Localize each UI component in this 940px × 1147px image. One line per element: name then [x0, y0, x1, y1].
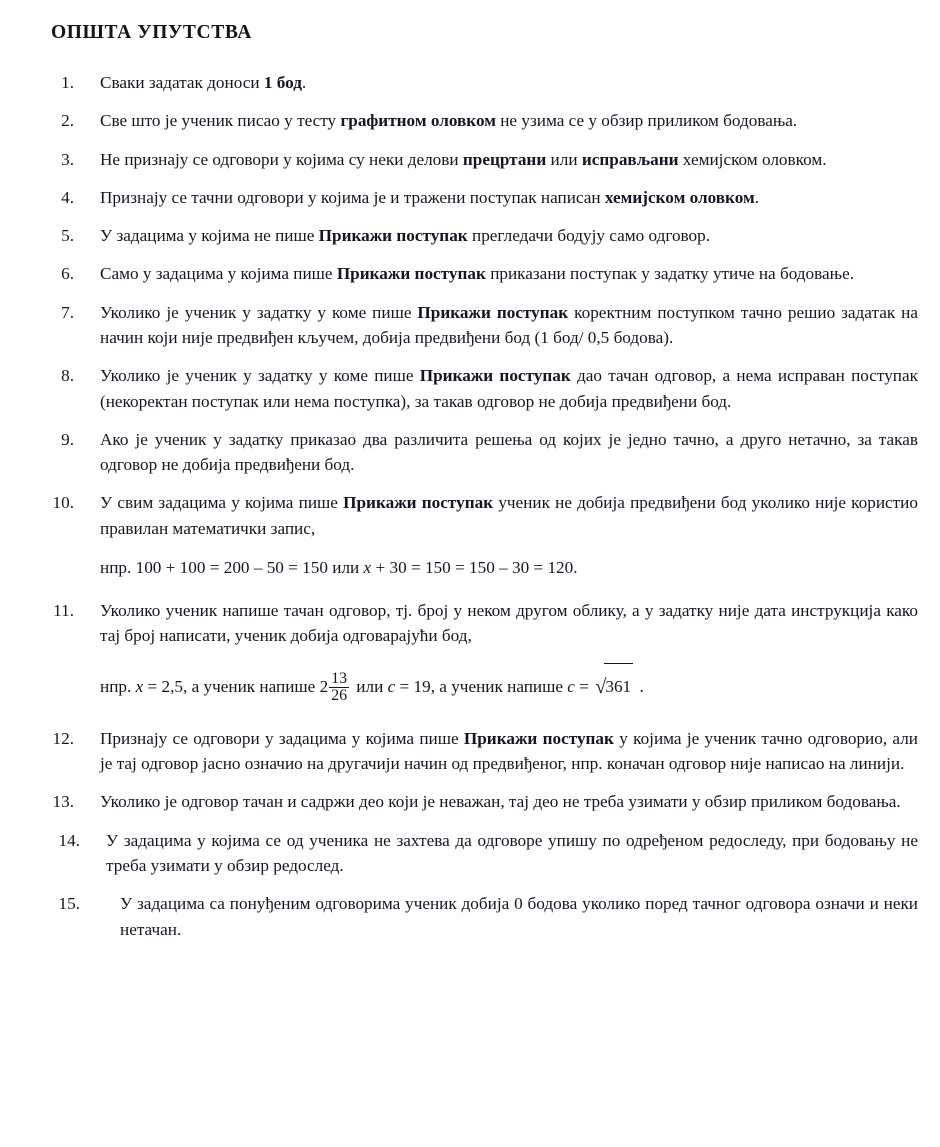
math-example-line — [100, 552, 918, 585]
text-segment: Уколико је ученик у задатку у коме пише — [100, 366, 420, 386]
list-item-number: 15. — [58, 894, 80, 914]
text-segment: или — [546, 149, 582, 169]
list-item — [22, 363, 918, 414]
text-segment: Не признају се одговори у којима су неки делови — [100, 149, 463, 169]
list-item-number: 2. — [61, 111, 74, 131]
list-item — [22, 598, 918, 713]
text-segment: У задацима у којима не пише — [100, 226, 319, 246]
math-prefix: нпр. — [100, 557, 136, 577]
text-segment: Сваки задатак доноси — [100, 73, 264, 92]
fraction-numerator: 13 — [331, 669, 347, 687]
mixed-number-whole: 2 — [319, 676, 329, 696]
list-item — [22, 261, 918, 286]
emphasis-text: хемијском оловком — [604, 187, 755, 207]
math-equals-sign: = — [574, 676, 594, 696]
emphasis-text: Прикажи поступак — [336, 264, 486, 284]
list-item — [22, 147, 918, 172]
list-item-number: 14. — [58, 830, 80, 850]
text-segment: не узима се у обзир приликом бодовања. — [495, 111, 798, 131]
emphasis-text: Прикажи поступак — [463, 728, 614, 748]
emphasis-text: Прикажи поступак — [318, 226, 468, 246]
list-item-number: 5. — [61, 226, 74, 246]
emphasis-text: Прикажи поступак — [417, 302, 569, 322]
math-variable-x: x — [135, 676, 144, 696]
fraction-denominator: 26 — [331, 687, 347, 705]
fraction — [329, 671, 349, 705]
text-segment: Признају се одговори у задацима у којима пише — [100, 728, 464, 748]
list-item-text: Уколико је одговор тачан и садржи део који је неважан, тај део не треба узимати у обзир приликом бодовања. — [100, 792, 901, 812]
list-item-number: 12. — [52, 728, 74, 748]
math-conjunction: или — [327, 557, 364, 577]
math-variable-c: c — [567, 676, 575, 696]
text-segment: . — [301, 73, 307, 92]
text-segment: У свим задацима у којима пише — [100, 493, 344, 513]
radicand: 361 — [604, 663, 633, 708]
list-item-number: 4. — [61, 187, 74, 207]
list-item-text — [100, 185, 918, 210]
list-item — [22, 726, 918, 777]
list-item-text: Уколико ученик напише тачан одговор, тј. број у неком другом облику, а у задатку није дата инструкција како тај број написати, ученик добија одговарајући бод, — [100, 600, 918, 645]
math-prefix: нпр. — [100, 676, 136, 696]
list-item — [22, 185, 918, 210]
list-item-number: 8. — [61, 366, 74, 386]
list-item-text: У задацима са понуђеним одговорима ученик добија 0 бодова уколико поред тачног одговора означи и неки нетачан. — [120, 894, 918, 939]
text-segment: прегледачи бодују само одговор. — [467, 226, 711, 246]
math-expression-2: + 30 = 150 = 150 – 30 = 120. — [371, 557, 578, 577]
math-variable-x: x — [363, 557, 372, 577]
math-equation-c: = 19, а ученик напише — [395, 676, 568, 696]
list-item-text — [100, 490, 918, 541]
list-item-number: 10. — [52, 493, 74, 513]
emphasis-text: исправљани — [581, 149, 679, 169]
list-item-text — [100, 70, 918, 95]
list-item — [22, 108, 918, 133]
instructions-list — [22, 70, 918, 942]
list-item — [22, 891, 918, 942]
text-segment: дао тачан одговор, а нема исправан поступак (некоректан поступак или нема поступка), за такав одговор не добија предвиђени бод. — [100, 366, 918, 411]
emphasis-text: графитном оловком — [340, 111, 496, 131]
list-item-number: 7. — [61, 302, 74, 322]
list-item-text — [100, 363, 918, 414]
list-item-text: У задацима у којима се од ученика не захтева да одговоре упишу по одређеном редоследу, при бодовању не треба узимати у обзир редослед. — [106, 830, 918, 876]
list-item — [22, 300, 918, 351]
math-expression-1: 100 + 100 = 200 – 50 = 150 — [135, 557, 328, 577]
text-segment: Све што је ученик писао у тесту — [100, 111, 341, 131]
radical-sign-icon: √ — [595, 676, 607, 699]
list-item-number: 13. — [52, 792, 74, 812]
emphasis-text: Прикажи поступак — [419, 366, 571, 386]
list-item — [22, 490, 918, 584]
text-segment: Уколико је ученик у задатку у коме пише — [100, 302, 418, 322]
list-item-text — [100, 726, 918, 777]
math-variable-c: c — [387, 676, 396, 696]
list-item — [22, 427, 918, 478]
emphasis-text: 1 бод — [263, 73, 302, 92]
list-item — [22, 789, 918, 814]
list-item-number: 1. — [61, 73, 74, 92]
math-period: . — [635, 676, 644, 696]
square-root — [595, 662, 633, 713]
math-equation-x: = 2,5, а ученик напише — [143, 676, 320, 696]
list-item-text: Ако је ученик у задатку приказао два различита решења од којих је једно тачно, а друго нетачно, за такав одговор не добија предвиђени бод. — [100, 429, 918, 475]
list-item — [22, 828, 918, 879]
page-title: ОПШТА УПУТСТВА — [51, 22, 252, 43]
text-segment: ученик не добија предвиђени бод уколико није користио правилан математички запис, — [100, 493, 918, 538]
list-item-number: 9. — [61, 429, 74, 449]
list-item-number: 11. — [53, 600, 74, 620]
text-segment: у којима је ученик тачно одговорио, али је тај одговор јасно означио на другачији начин од предвиђеног, нпр. коначан одговор није написао на линији. — [100, 728, 918, 774]
list-item-number: 3. — [61, 149, 74, 169]
math-conjunction: или — [352, 676, 388, 696]
text-segment: . — [754, 187, 759, 207]
list-item-text — [100, 147, 918, 172]
emphasis-text: прецртани — [462, 149, 547, 169]
emphasis-text: Прикажи поступак — [343, 493, 494, 513]
list-item — [22, 70, 918, 95]
list-item-text — [100, 223, 918, 248]
text-segment: приказани поступак у задатку утиче на бодовање. — [485, 264, 855, 284]
list-item-text — [100, 300, 918, 351]
text-segment: Признају се тачни одговори у којима је и тражени поступак написан — [100, 187, 605, 207]
list-item — [22, 223, 918, 248]
list-item-text — [100, 108, 918, 133]
text-segment: коректним поступком тачно решио задатак на начин који није предвиђен кључем, добија предвиђени бод (1 бод/ 0,5 бодова). — [100, 302, 918, 347]
math-example-line — [100, 662, 918, 713]
list-item-number: 6. — [61, 264, 74, 284]
text-segment: хемијском оловком. — [678, 149, 827, 169]
list-item-text — [100, 261, 918, 286]
text-segment: Само у задацима у којима пише — [100, 264, 337, 284]
